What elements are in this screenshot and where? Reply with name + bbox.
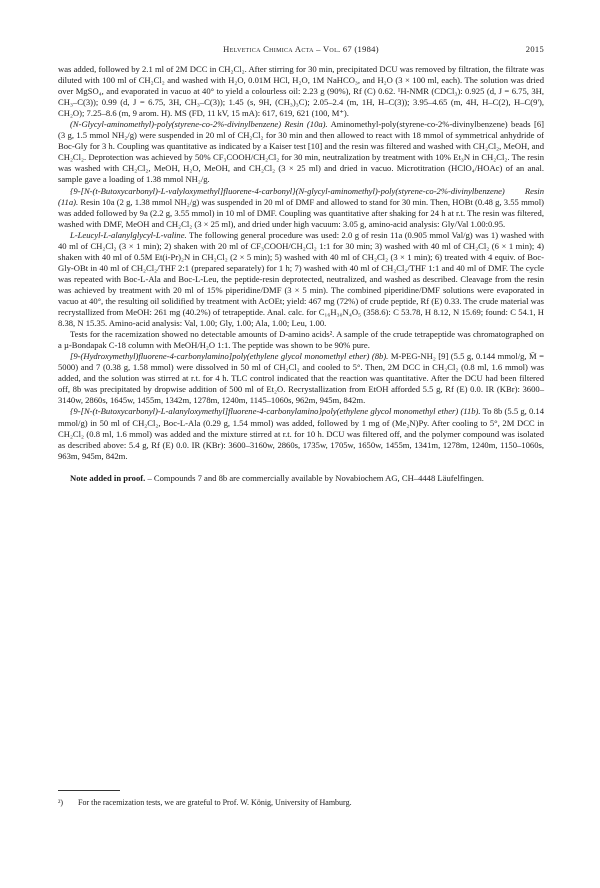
compound-heading: L-Leucyl-L-alanylglycyl-L-valine. [70, 229, 187, 240]
paragraph [58, 230, 544, 329]
footnote-text: For the racemization tests, we are grateful to Prof. W. König, University of Hamburg. [78, 798, 352, 807]
paragraph [58, 186, 544, 230]
compound-heading: {9-[N-(t-Butoxycarbonyl)-L-valyloxymethyl]fluorene-4-carbonyl}(N-glycyl-aminomethyl)-poly(styrene-co-2%-divinylbenzene) Resin (11a). [58, 185, 544, 207]
compound-heading: {9-[N-(t-Butoxycarbonyl)-L-alanyloxymethyl]fluorene-4-carbonylamino}poly(ethylene glycol monomethyl ether) (11b). [70, 406, 481, 417]
note-added-in-proof [58, 473, 544, 484]
note-text: – Compounds 7 and 8b are commercially available by Novabiochem AG, CH–4448 Läufelfingen. [147, 472, 484, 483]
paragraph-text: Aminomethyl-poly(styrene-co-2%-divinylbenzene) beads [6] (3 g, 1.5 mmol NH₂/g) were suspended in 20 ml of CH₂Cl₂ for 30 min and then allowed to react with 18 mmol of symmetrical anhydride of Boc-Gly for 3 h. Coupling was quantitative as indicated by a Kaiser test [10] and the resin was filtered and washed with CH₂Cl₂, MeOH, and CH₂Cl₂. Deprotection was achieved by 50% CF₃COOH/CH₂Cl₂ for 30 min, neutralization by treatment with 10% Et₃N in CH₂Cl₂. The resin was washed with CH₂Cl₂, MeOH, H₂O, MeOH, and CH₂Cl₂ (3 × 25 ml) and dried in vacuo. Microtitration (HClO₄/HOAc) of an anal. sample gave a loading of 1.38 mmol NH₂/g. [58, 119, 544, 185]
footnote [58, 798, 544, 808]
page-number: 2015 [525, 44, 544, 54]
article-text [58, 64, 544, 484]
footnote-rule [58, 790, 120, 791]
journal-title: Helvetica Chimica Acta – Vol. 67 (1984) [223, 44, 379, 54]
paragraph [58, 64, 544, 119]
paragraph-text: was added, followed by 2.1 ml of 2M DCC in CH₂Cl₂. After stirring for 30 min, precipitated DCU was removed by filtration, the filtrate was diluted with 100 ml of CH₂Cl₂ and washed with H₂O, 0.01M HCl, H₂O, 1M NaHCO₃, and H₂O (3 × 100 ml, each). The solution was dried over MgSO₄, and evaporated in vacuo at 40° to yield a colourless oil: 2.23 g (90%), Rf (C) 0.62. ¹H-NMR (CDCl₃): 0.925 (d, J = 6.75, 3H, CH₃–C(3)); 0.99 (d, J = 6.75, 3H, CH₃–C(3)); 1.45 (s, 9H, (CH₃)₃C); 2.05–2.4 (m, 1H, H–C(3)); 3.95–4.65 (m, 4H, H–C(2), H–C(9'), CH₂O); 7.25–8.6 (m, 9 arom. H). MS (FD, 11 kV, 15 mA): 617, 619, 621 (100, M⁺). [58, 64, 544, 119]
paragraph [58, 351, 544, 406]
note-label: Note added in proof. [70, 472, 146, 483]
paragraph [58, 406, 544, 461]
paragraph [58, 329, 544, 351]
paragraph-text: Resin 10a (2 g, 1.38 mmol NH₂/g) was suspended in 20 ml of DMF and allowed to stand for 30 min. Then, HOBt (0.48 g, 3.55 mmol) was added followed by 9a (2.2 g, 3.55 mmol) in 10 ml of DMF. Coupling was quantitative after shaking for 24 h at r.t. The resin was filtered, washed with DMF, MeOH and CH₂Cl₂ (3 × 25 ml), and dried under high vacuum: 3.05 g, amino-acid analysis: Gly/Val 1.00:0.95. [58, 196, 544, 229]
page-body [58, 58, 544, 484]
compound-heading: (N-Glycyl-aminomethyl)-poly(styrene-co-2%-divinylbenzene) Resin (10a). [70, 119, 328, 130]
compound-heading: [9-(Hydroxymethyl)fluorene-4-carbonylamino]poly(ethylene glycol monomethyl ether) (8b). [70, 351, 389, 362]
paragraph [58, 119, 544, 185]
paragraph-text: M-PEG-NH₂ [9] (5.5 g, 0.144 mmol/g, M̄ = 5000) and 7 (0.38 g, 1.58 mmol) were dissolved in 50 ml of CH₂Cl₂ and cooled to 5°. Then, 2M DCC in CH₂Cl₂ (0.8 ml, 1.6 mmol) was added, and the solution was stirred at r.t. for 4 h. TLC control indicated that the reaction was quantitative. After the DCU had been filtered off, 8b was precipitated by dropwise addition of 500 ml of Et₂O. Recrystallization from EtOH afforded 5.5 g, Rf (E) 0.0. IR (KBr): 3600–3140w, 2860s, 1645w, 1455m, 1342m, 1278m, 1240m, 1145–1060s, 962m, 945m, 842m. [58, 351, 544, 406]
paragraph-text: The following general procedure was used: 2.0 g of resin 11a (0.905 mmol Val/g) was 1) washed with 40 ml of CH₂Cl₂ (3 × 1 min); 2) shaken with 20 ml of CF₃COOH/CH₂Cl₂ 1:1 for 30 min; 3) washed with 40 ml of CH₂Cl₂ (6 × 1 min); 4) shaken with 40 ml of 0.5M Et(i-Pr)₂N in CH₂Cl₂ (2 × 5 min); 5) washed with 40 ml of CH₂Cl₂ (3 × 1 min); 6) treated with 4 equiv. of Boc-Gly-OBt in 40 ml of CH₂Cl₂/THF 2:1 (prepared separately) for 1 h; 7) washed with 40 ml of CH₂Cl₂/THF 1:1 and 40 ml of DMF. The cycle was repeated with Boc-L-Ala and Boc-L-Leu, the peptide-resin deprotected, neutralized, and washed as described. Cleavage from the resin was achieved by treatment with 20 ml of 15% piperidine/DMF (3 × 5 min). The combined piperidine/DMF solutions were evaporated in vacuo at 40°, the resulting oil solidified by treatment with AcOEt; yield: 467 mg (72%) of crude peptide, Rf (E) 0.33. The crude material was recrystallized from MeOH: 261 mg (40.2%) of tetrapeptide. Anal. calc. for C₁₆H₃₀N₄O₅ (358.6): C 53.78, H 8.12, N 15.69; found: C 54.1, H 8.38, N 15.35. Amino-acid analysis: Val, 1.00; Gly, 1.00; Ala, 1.00; Leu, 1.00. [58, 229, 544, 329]
paragraph-text: Tests for the racemization showed no detectable amounts of D-amino acids². A sample of the crude tetrapeptide was chromatographed on a µ-Bondapak C-18 column with MeOH/H₂O 1:1. The peptide was shown to be 90% pure. [58, 329, 544, 351]
running-header [58, 44, 544, 58]
paragraph-text: To 8b (5.5 g, 0.14 mmol/g) in 50 ml of CH₂Cl₂, Boc-L-Ala (0.29 g, 1.54 mmol) was added, followed by 1 mg of (Me₂N)Py. After cooling to 5°, 2M DCC in CH₂Cl₂ (0.8 ml, 1.6 mmol) was added and the mixture stirred at r.t. for 10 h. DCU was filtered off, and the polymer compound was isolated as described above: 5.4 g, Rf (E) 0.0. IR (KBr): 3600–3160w, 2860s, 1735w, 1705w, 1650w, 1455m, 1341m, 1278m, 1240m, 1150–1060s, 963m, 945m, 842m. [58, 406, 545, 461]
footnote-marker: ²) [58, 798, 64, 807]
